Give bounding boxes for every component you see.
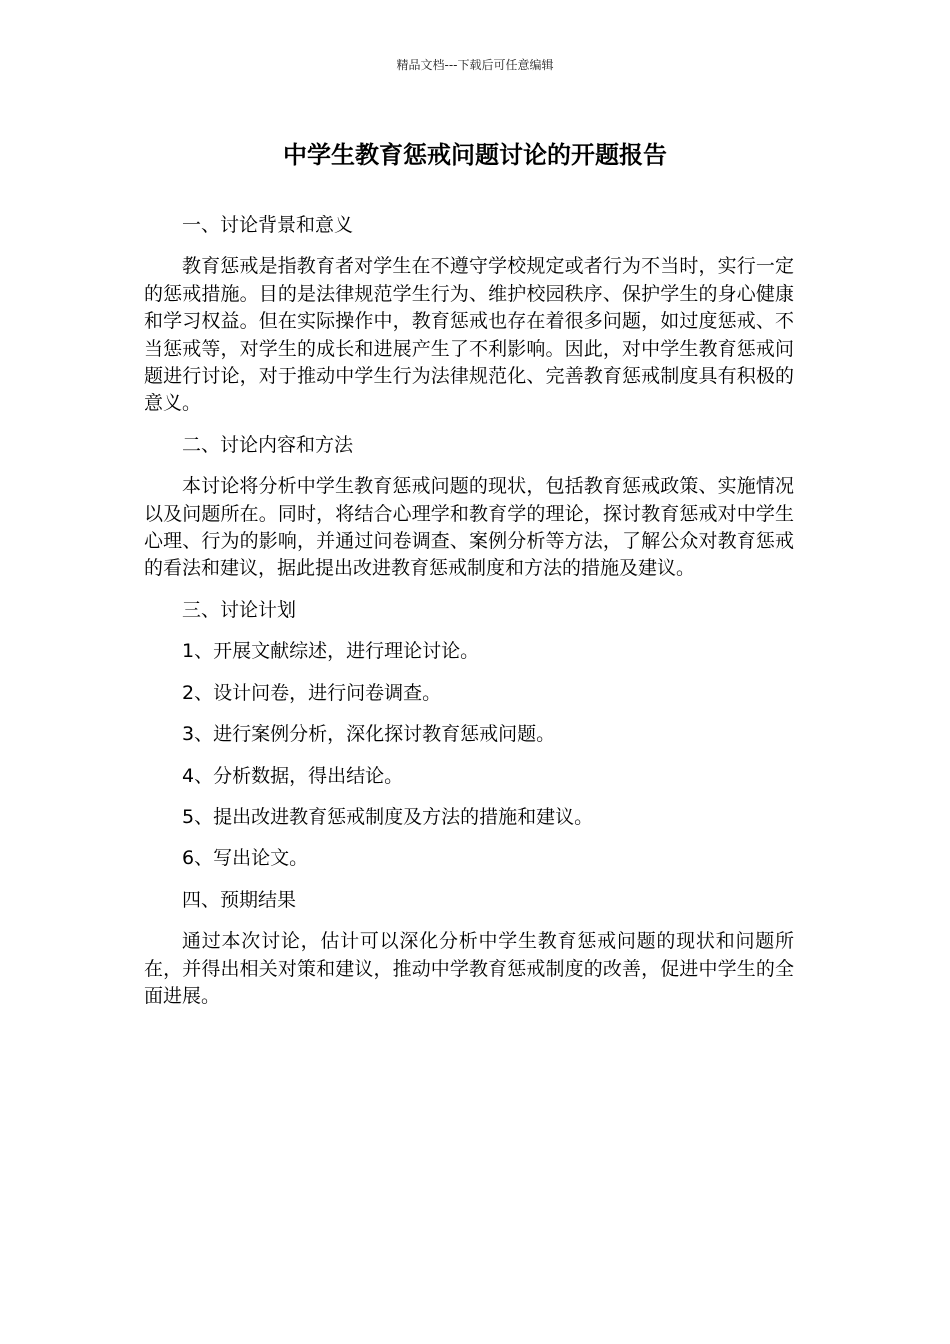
document-title: 中学生教育惩戒问题讨论的开题报告 [283, 141, 667, 169]
paragraph-background: 教育惩戒是指教育者对学生在不遵守学校规定或者行为不当时，实行一定的惩戒措施。目的是法律规范学生行为、维护校园秩序、保护学生的身心健康和学习权益。但在实际操作中，教育惩戒也存在着很多问题，如过度惩戒、不当惩戒等，对学生的成长和进展产生了不利影响。因此，对中学生教育惩戒问题进行讨论，对于推动中学生行为法律规范化、完善教育惩戒制度具有积极的意义。 [144, 255, 794, 415]
paragraph-content-method: 本讨论将分析中学生教育惩戒问题的现状，包括教育惩戒政策、实施情况以及问题所在。同时，将结合心理学和教育学的理论，探讨教育惩戒对中学生心理、行为的影响，并通过问卷调查、案例分析等方法，了解公众对教育惩戒的看法和建议，据此提出改进教育惩戒制度和方法的措施及建议。 [144, 475, 794, 580]
paragraph-expected-results: 通过本次讨论，估计可以深化分析中学生教育惩戒问题的现状和问题所在，并得出相关对策和建议，推动中学教育惩戒制度的改善，促进中学生的全面进展。 [144, 930, 794, 1007]
plan-item: 1、开展文献综述，进行理论讨论。 [182, 640, 480, 663]
plan-item: 3、进行案例分析，深化探讨教育惩戒问题。 [182, 723, 556, 746]
plan-item: 6、写出论文。 [182, 847, 309, 870]
plan-item: 4、分析数据，得出结论。 [182, 764, 404, 787]
section-heading-plan: 三、讨论计划 [182, 598, 297, 621]
plan-item: 5、提出改进教育惩戒制度及方法的措施和建议。 [182, 805, 594, 828]
section-heading-expected-results: 四、预期结果 [182, 888, 297, 911]
document-body [144, 212, 794, 1024]
section-heading-content-method: 二、讨论内容和方法 [182, 433, 354, 456]
header-note: 精品文档---下载后可任意编辑 [396, 58, 554, 72]
plan-item: 2、设计问卷，进行问卷调查。 [182, 681, 442, 704]
section-heading-background: 一、讨论背景和意义 [182, 214, 354, 236]
